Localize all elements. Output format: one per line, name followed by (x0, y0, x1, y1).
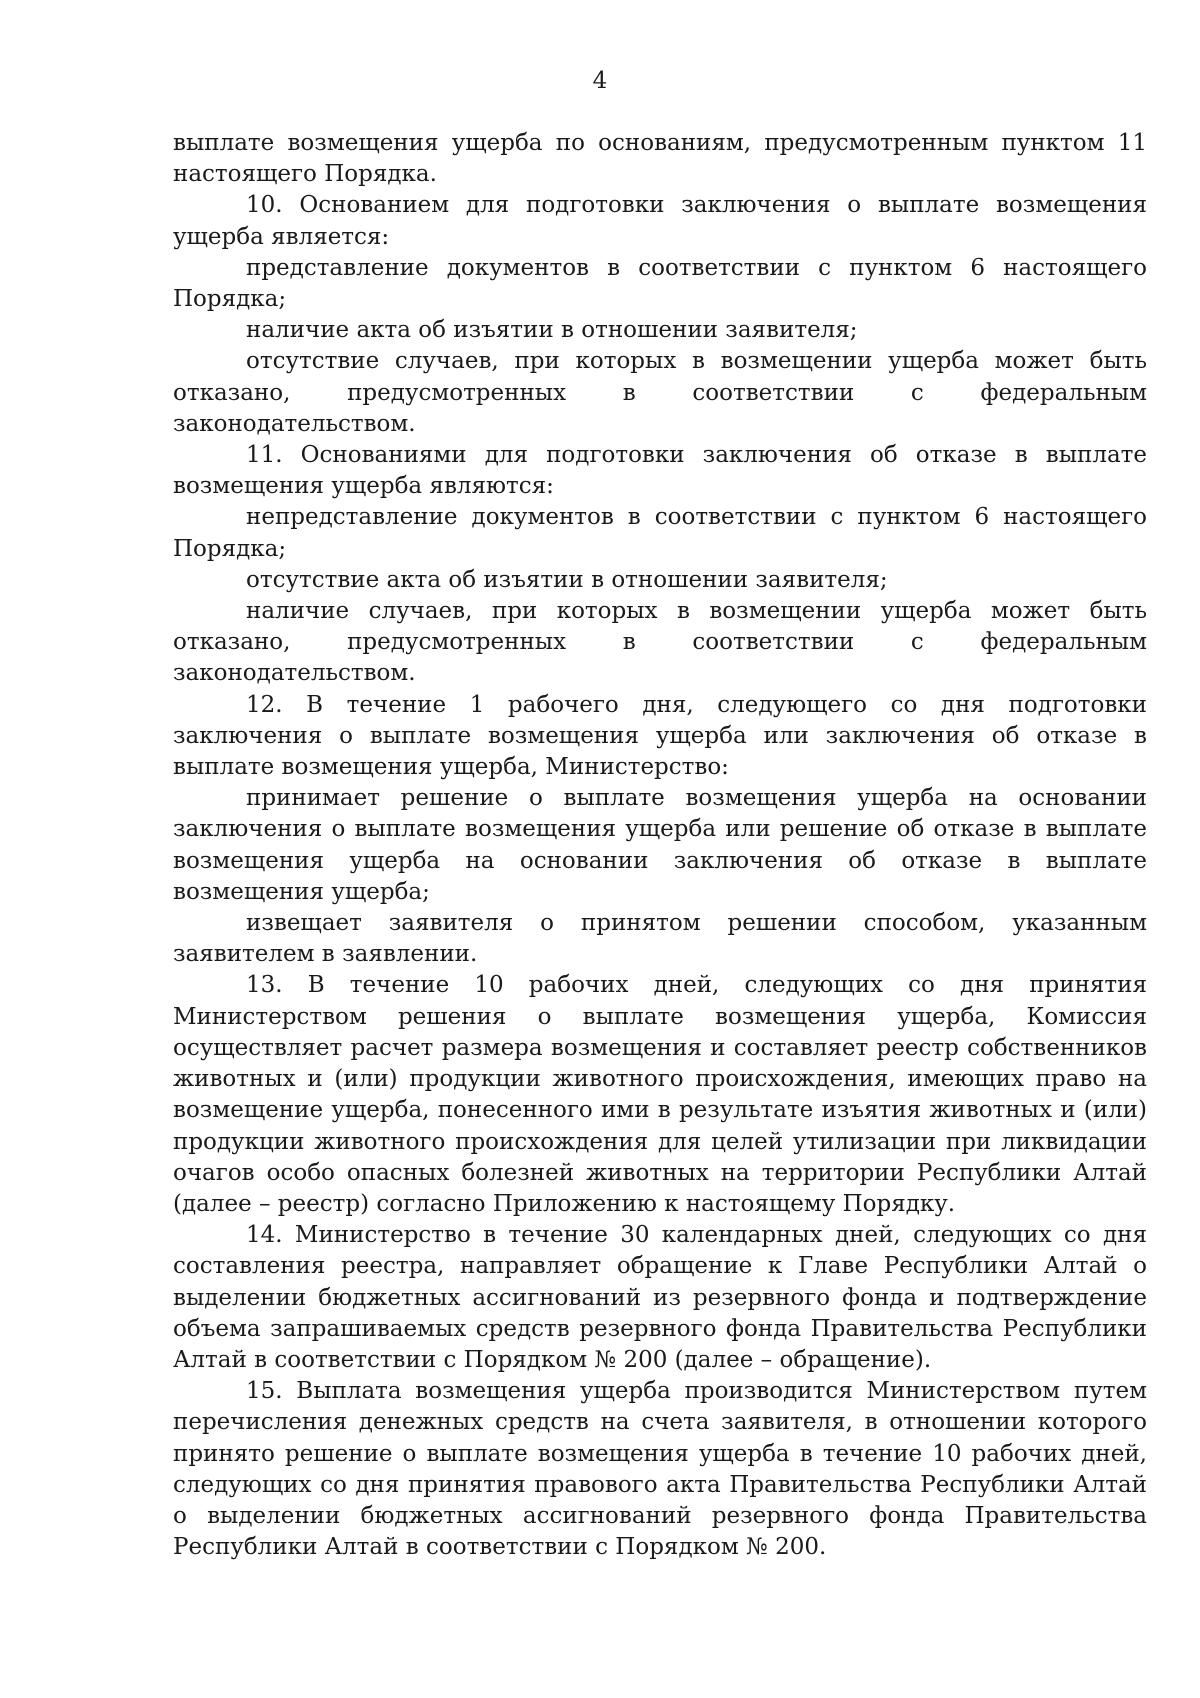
paragraph-item-13: 13. В течение 10 рабочих дней, следующих со дня принятия Министерством решения о выплате возмещения ущерба, Комиссия осуществляет расчет размера возмещения и составляет реестр собственников животных и (или) продукции животного происхождения, имеющих право на возмещение ущерба, понесенного ими в результате изъятия животных и (или) продукции животного происхождения для целей утилизации при ликвидации очагов особо опасных болезней животных на территории Республики Алтай (далее – реестр) согласно Приложению к настоящему Порядку. (173, 972, 1147, 1217)
paragraph-item-11-condition-2: отсутствие акта об изъятии в отношении заявителя; (246, 566, 888, 593)
document-body (173, 128, 1147, 1563)
paragraph-item-15: 15. Выплата возмещения ущерба производится Министерством путем перечисления денежных средств на счета заявителя, в отношении которого принято решение о выплате возмещения ущерба в течение 10 рабочих дней, следующих со дня принятия правового акта Правительства Республики Алтай о выделении бюджетных ассигнований резервного фонда Правительства Республики Алтай в соответствии с Порядком № 200. (173, 1378, 1147, 1561)
paragraph-item-12: 12. В течение 1 рабочего дня, следующего со дня подготовки заключения о выплате возмещения ущерба или заключения об отказе в выплате возмещения ущерба, Министерство: (173, 691, 1147, 781)
paragraph-item-10-condition-2: наличие акта об изъятии в отношении заявителя; (246, 317, 858, 344)
paragraph-item-12-action-1: принимает решение о выплате возмещения ущерба на основании заключения о выплате возмещения ущерба или решение об отказе в выплате возмещения ущерба на основании заключения об отказе в выплате возмещения ущерба; (173, 785, 1147, 905)
paragraph-item-12-action-2: извещает заявителя о принятом решении способом, указанным заявителем в заявлении. (173, 910, 1147, 968)
page-number: 4 (592, 68, 608, 94)
paragraph-item-11-condition-1: непредставление документов в соответствии с пунктом 6 настоящего Порядка; (173, 504, 1147, 562)
paragraph-continuation: выплате возмещения ущерба по основаниям, предусмотренным пунктом 11 настоящего Порядка. (173, 130, 1147, 188)
paragraph-item-11-condition-3: наличие случаев, при которых в возмещении ущерба может быть отказано, предусмотренных в соответствии с федеральным законодательством. (173, 598, 1147, 687)
paragraph-item-11: 11. Основаниями для подготовки заключения об отказе в выплате возмещения ущерба являются: (173, 442, 1147, 500)
paragraph-item-10-condition-1: представление документов в соответствии с пунктом 6 настоящего Порядка; (173, 254, 1147, 313)
paragraph-item-10: 10. Основанием для подготовки заключения о выплате возмещения ущерба является: (173, 192, 1147, 250)
paragraph-item-10-condition-3: отсутствие случаев, при которых в возмещении ущерба может быть отказано, предусмотренных в соответствии с федеральным законодательством. (173, 348, 1147, 437)
paragraph-item-14: 14. Министерство в течение 30 календарных дней, следующих со дня составления реестра, направляет обращение к Главе Республики Алтай о выделении бюджетных ассигнований из резервного фонда и подтверждение объема запрашиваемых средств резервного фонда Правительства Республики Алтай в соответствии с Порядком № 200 (далее – обращение). (173, 1222, 1147, 1373)
